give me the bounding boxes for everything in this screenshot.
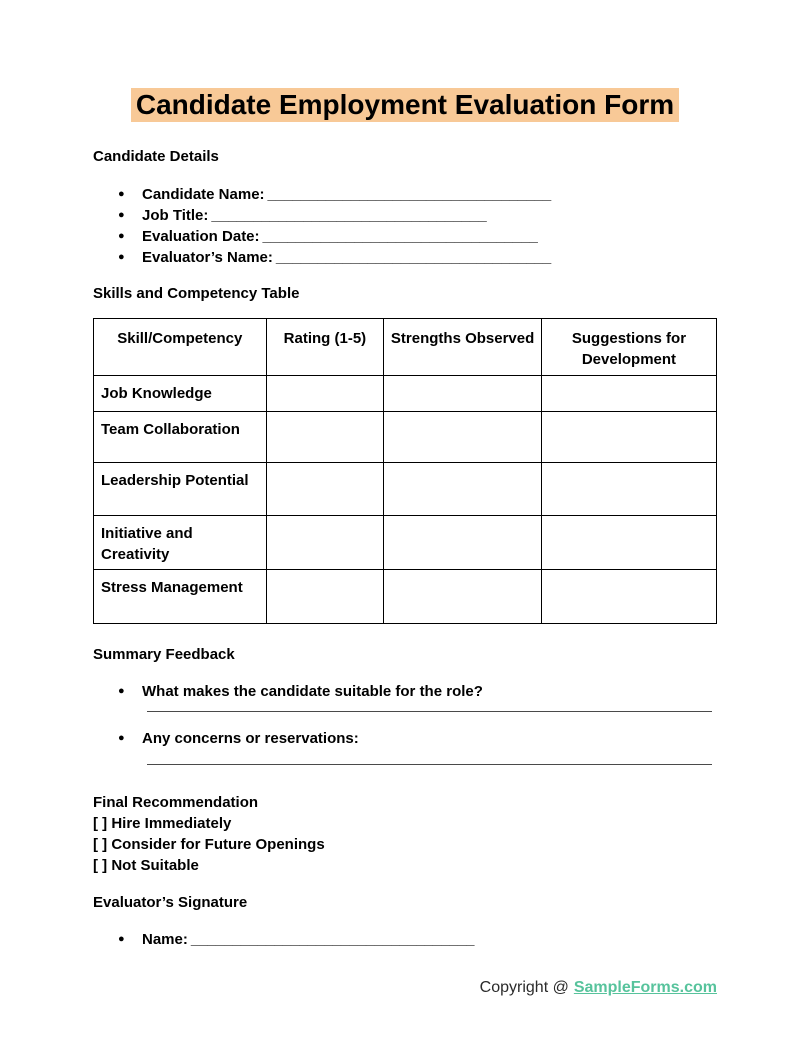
- strengths-cell[interactable]: [384, 516, 542, 570]
- title-row: [93, 0, 717, 122]
- bullet-icon: ●: [118, 209, 125, 221]
- checkbox-option-hire-immediately[interactable]: [ ] Hire Immediately: [93, 815, 232, 832]
- strengths-cell[interactable]: [384, 412, 542, 463]
- list-item-suitability-prompt: [93, 681, 717, 702]
- section-heading-summary-feedback: Summary Feedback: [93, 646, 235, 663]
- skill-name-cell: Leadership Potential: [94, 463, 267, 516]
- concerns-answer-line[interactable]: [147, 764, 712, 765]
- field-label: Evaluation Date:: [142, 228, 260, 245]
- skill-name-cell: Team Collaboration: [94, 412, 267, 463]
- skill-name-cell: Initiative and Creativity: [94, 516, 267, 570]
- suggestions-cell[interactable]: [541, 516, 716, 570]
- suggestions-cell[interactable]: [541, 570, 716, 624]
- field-label: Evaluator’s Name:: [142, 249, 273, 266]
- strengths-cell[interactable]: [384, 376, 542, 412]
- suggestions-cell[interactable]: [541, 412, 716, 463]
- signature-name-blank[interactable]: __________________________________: [190, 931, 475, 948]
- table-row: [94, 463, 717, 516]
- footer: [93, 977, 717, 999]
- section-heading-final-recommendation: Final Recommendation: [93, 794, 259, 811]
- bullet-icon: ●: [118, 933, 125, 945]
- evaluator-name-blank[interactable]: _________________________________: [275, 249, 552, 266]
- prompt-label: What makes the candidate suitable for the role?: [142, 683, 483, 700]
- list-item-candidate-name: [93, 184, 717, 205]
- list-item-signature-name: [93, 929, 717, 950]
- list-item-job-title: [93, 205, 717, 226]
- candidate-name-blank[interactable]: __________________________________: [267, 186, 552, 203]
- column-header-rating: Rating (1-5): [266, 319, 384, 376]
- table-row: [94, 376, 717, 412]
- column-header-suggestions: Suggestions for Development: [541, 319, 716, 376]
- table-row: [94, 516, 717, 570]
- suitability-answer-line[interactable]: [147, 711, 712, 712]
- bullet-icon: ●: [118, 188, 125, 200]
- bullet-icon: ●: [118, 230, 125, 242]
- checkbox-option-not-suitable[interactable]: [ ] Not Suitable: [93, 857, 199, 874]
- skills-competency-table: [93, 318, 717, 624]
- suggestions-cell[interactable]: [541, 376, 716, 412]
- signature-list: [93, 929, 717, 950]
- candidate-details-list: [93, 184, 717, 268]
- prompt-label: Any concerns or reservations:: [142, 730, 359, 747]
- column-header-strengths: Strengths Observed: [384, 319, 542, 376]
- table-row: [94, 570, 717, 624]
- evaluation-date-blank[interactable]: _________________________________: [262, 228, 538, 245]
- list-item-evaluation-date: [93, 226, 717, 247]
- summary-feedback-list: [93, 728, 717, 749]
- list-item-evaluator-name: [93, 247, 717, 268]
- sampleforms-link[interactable]: SampleForms.com: [573, 979, 717, 996]
- page-title: Candidate Employment Evaluation Form: [131, 88, 679, 122]
- bullet-icon: ●: [118, 732, 125, 744]
- field-label: Job Title:: [142, 207, 209, 224]
- bullet-icon: ●: [118, 251, 125, 263]
- strengths-cell[interactable]: [384, 463, 542, 516]
- section-heading-evaluator-signature: Evaluator’s Signature: [93, 894, 248, 911]
- field-label: Candidate Name:: [142, 186, 265, 203]
- job-title-blank[interactable]: _________________________________: [211, 207, 487, 224]
- rating-cell[interactable]: [266, 516, 384, 570]
- list-item-concerns-prompt: [93, 728, 717, 749]
- skill-name-cell: Stress Management: [94, 570, 267, 624]
- field-label: Name:: [142, 931, 188, 948]
- rating-cell[interactable]: [266, 412, 384, 463]
- skill-name-cell: Job Knowledge: [94, 376, 267, 412]
- table-row: [94, 412, 717, 463]
- strengths-cell[interactable]: [384, 570, 542, 624]
- section-heading-skills-table: Skills and Competency Table: [93, 285, 300, 302]
- checkbox-option-consider-future[interactable]: [ ] Consider for Future Openings: [93, 836, 325, 853]
- rating-cell[interactable]: [266, 376, 384, 412]
- table-header-row: [94, 319, 717, 376]
- section-heading-candidate-details: Candidate Details: [93, 148, 219, 165]
- copyright-text: Copyright @: [479, 979, 569, 996]
- suggestions-cell[interactable]: [541, 463, 716, 516]
- summary-feedback-list: [93, 681, 717, 702]
- column-header-skill: Skill/Competency: [94, 319, 267, 376]
- bullet-icon: ●: [118, 685, 125, 697]
- rating-cell[interactable]: [266, 463, 384, 516]
- rating-cell[interactable]: [266, 570, 384, 624]
